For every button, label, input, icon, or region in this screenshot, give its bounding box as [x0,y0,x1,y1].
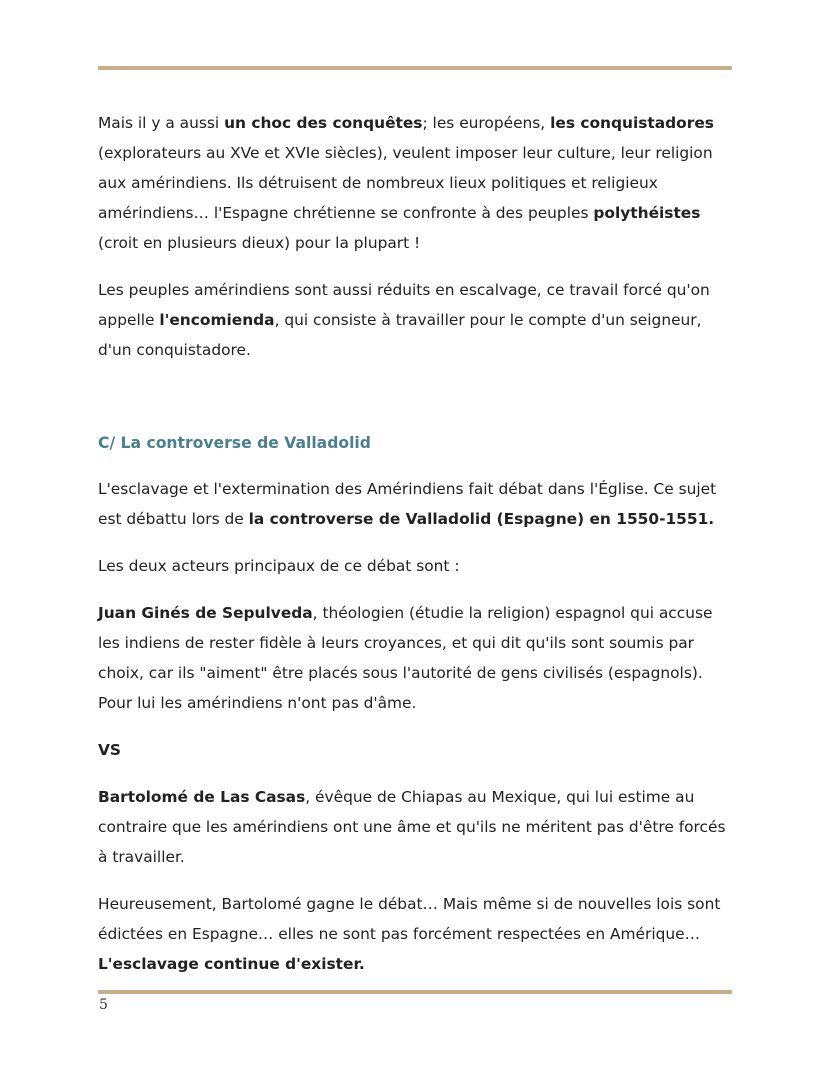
versus-label: VS [98,741,121,759]
bottom-divider [98,990,732,994]
term-esclavage-continue: L'esclavage continue d'exister. [98,955,365,973]
paragraph-las-casas: Bartolomé de Las Casas, évêque de Chiapas au Mexique, qui lui estime au contraire que les amérindiens ont une âme et qu'ils ne méritent pas d'être forcés à travailler. [98,788,726,866]
paragraph-conclusion: Heureusement, Bartolomé gagne le débat… Mais même si de nouvelles lois sont édictées en Espagne… elles ne sont pas forcément respectées en Amérique… L'esclavage continue d'exister. [98,895,721,973]
term-conquistadores: les conquistadores [550,114,714,132]
paragraph-sepulveda: Juan Ginés de Sepulveda, théologien (étudie la religion) espagnol qui accuse les indiens de rester fidèle à leurs croyances, et qui dit qu'ils sont soumis par choix, car ils "aiment" être placés sous l'autorité de gens civilisés (espagnols). Pour lui les amérindiens n'ont pas d'âme. [98,604,713,712]
term-choc-des-conquetes: un choc des conquêtes [224,114,423,132]
term-polytheistes: polythéistes [593,204,701,222]
term-controverse: la controverse de Valladolid (Espagne) en 1550-1551. [248,510,715,528]
name-las-casas: Bartolomé de Las Casas [98,788,306,806]
top-divider [98,66,732,70]
term-encomienda: l'encomienda [159,311,275,329]
paragraph-debat: L'esclavage et l'extermination des Amérindiens fait débat dans l'Église. Ce sujet est débattu lors de la controverse de Valladolid (Espagne) en 1550-1551. [98,480,717,528]
document-body [98,108,738,996]
section-spacer [98,382,738,428]
page-number: 5 [99,997,108,1013]
paragraph-acteurs: Les deux acteurs principaux de ce débat sont : [98,557,460,575]
paragraph-conquetes: Mais il y a aussi un choc des conquêtes; les européens, les conquistadores (explorateurs au XVe et XVIe siècles), veulent imposer leur culture, leur religion aux amérindiens. Ils détruisent de nombreux lieux politiques et religieux amérindiens… l'Espagne chrétienne se confronte à des peuples polythéistes (croit en plusieurs dieux) pour la plupart ! [98,114,714,252]
name-sepulveda: Juan Ginés de Sepulveda [98,604,313,622]
paragraph-encomienda: Les peuples amérindiens sont aussi réduits en escalvage, ce travail forcé qu'on appelle l'encomienda, qui consiste à travailler pour le compte d'un seigneur, d'un conquistadore. [98,281,710,359]
section-heading: C/ La controverse de Valladolid [98,434,371,452]
